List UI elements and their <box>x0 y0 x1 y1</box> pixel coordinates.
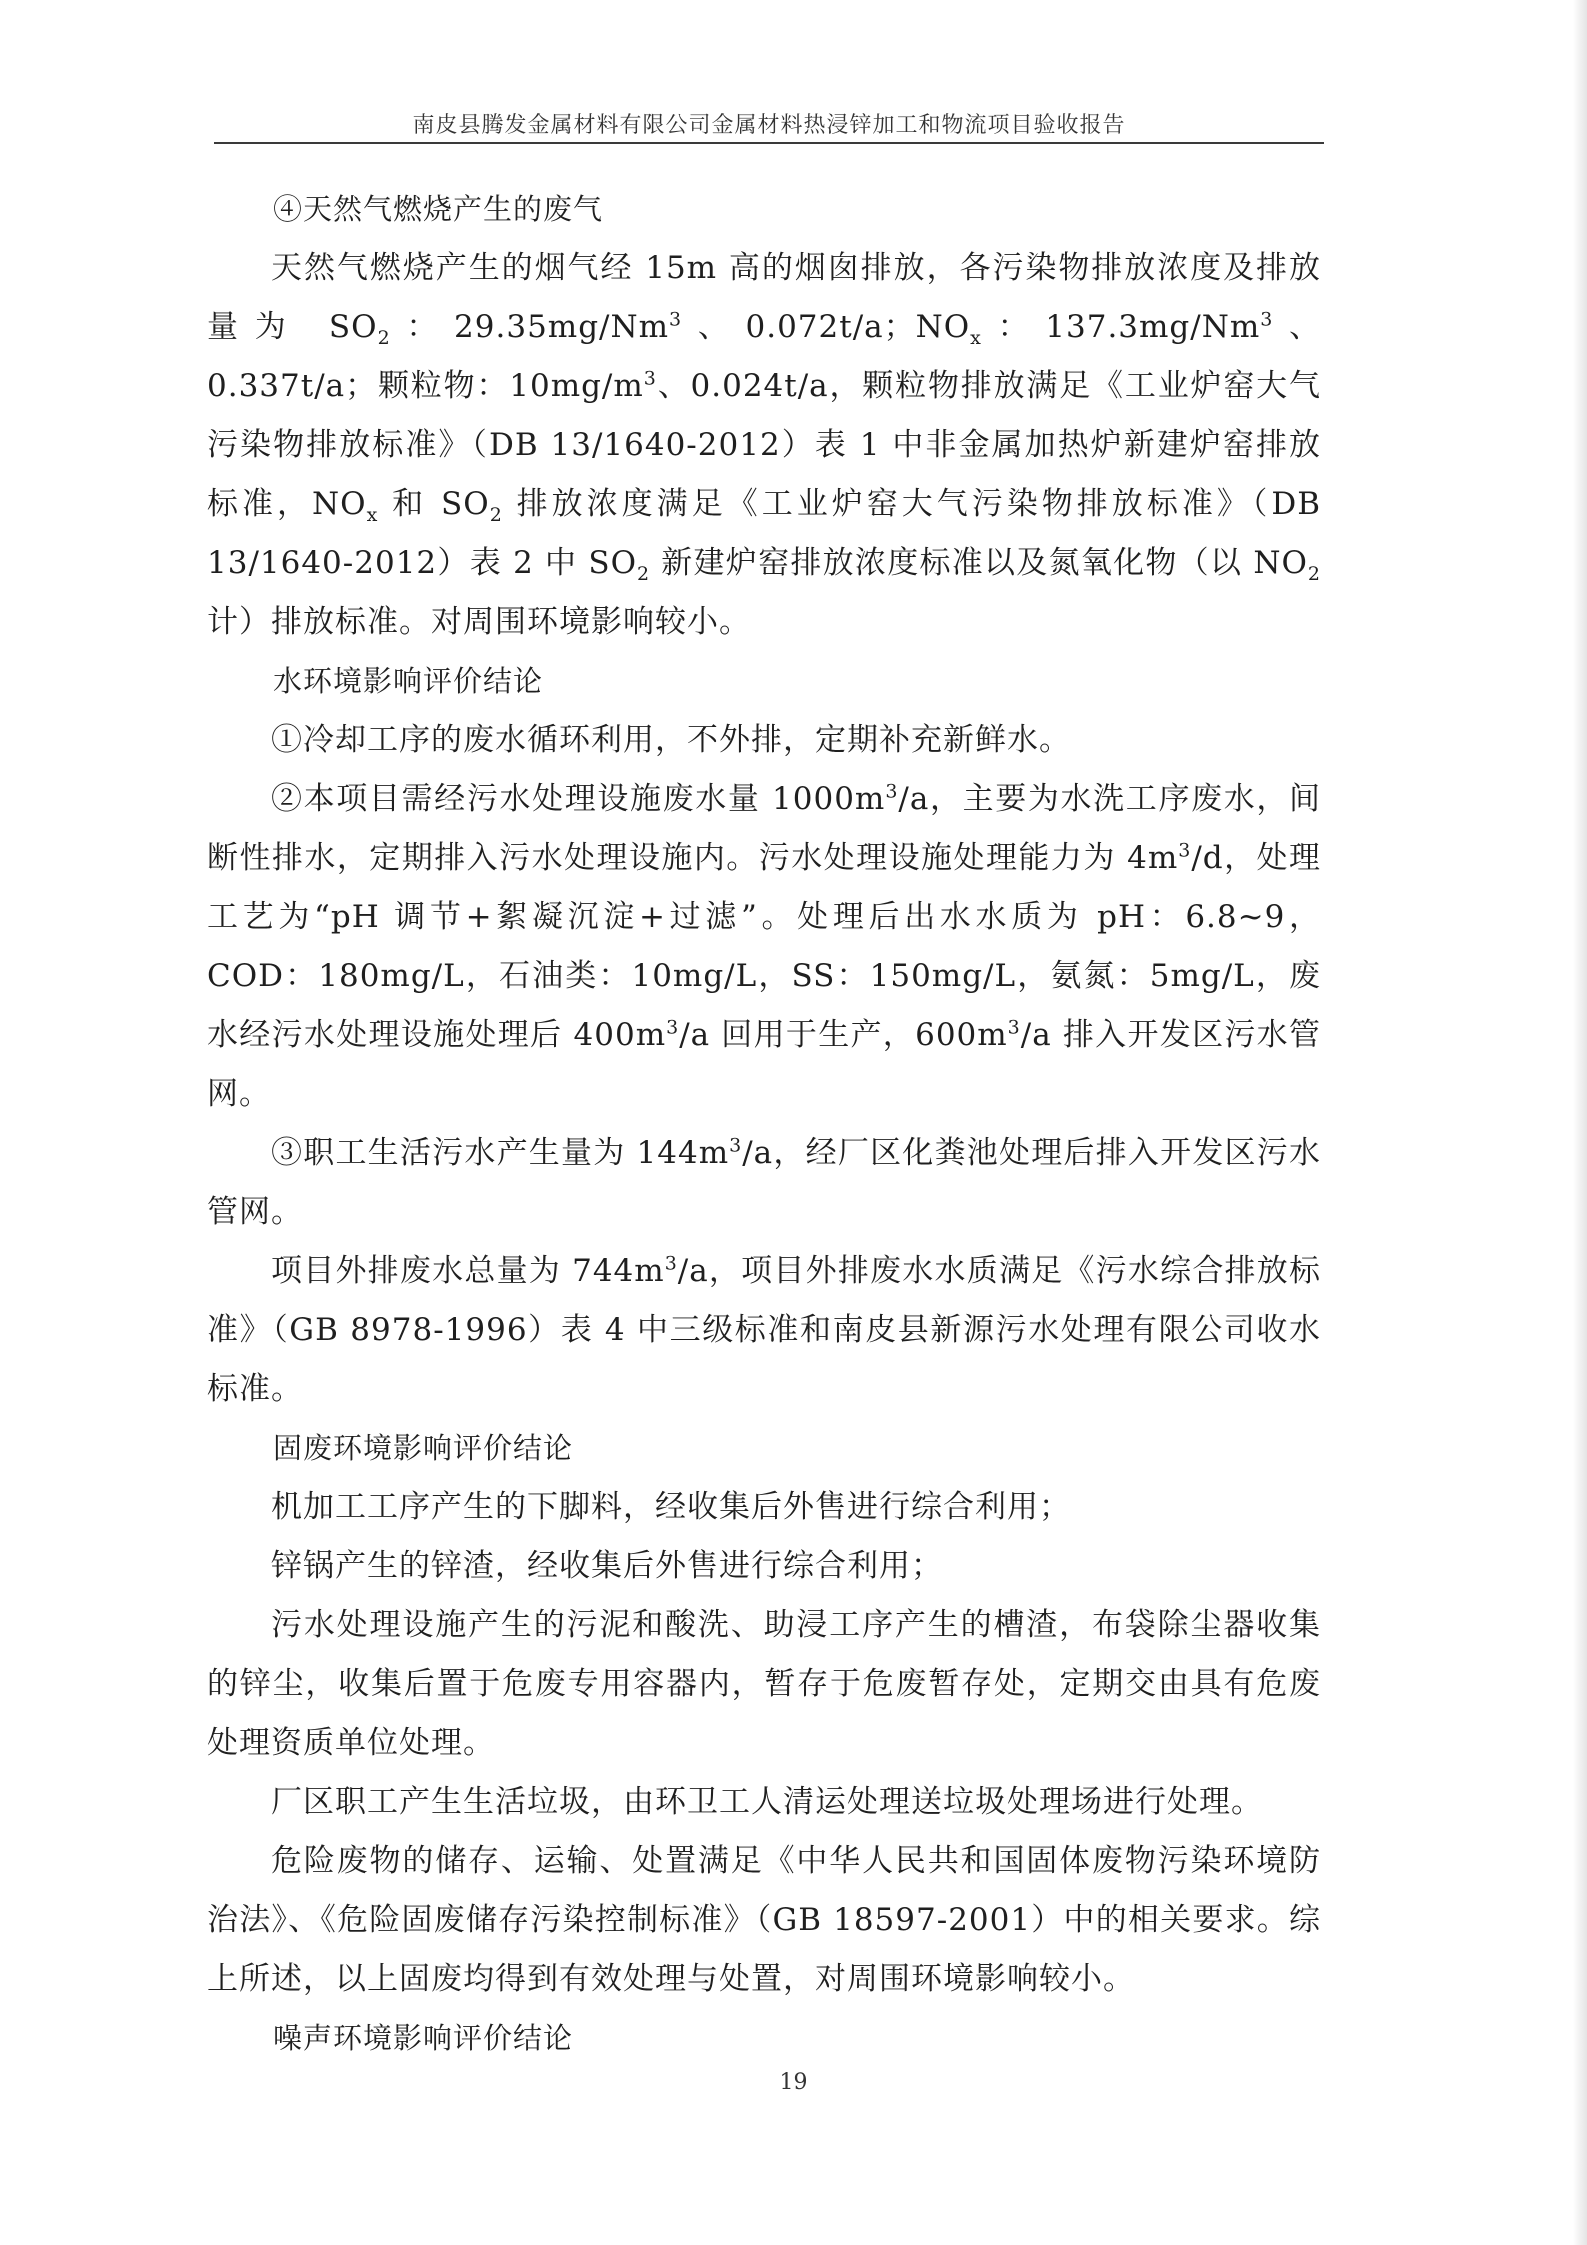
paragraph-solid-1: 机加工工序产生的下脚料，经收集后外售进行综合利用； <box>271 1489 1071 1525</box>
paragraph-gas-emissions <box>207 239 1321 652</box>
paragraph-solid-5: 危险废物的储存、运输、处置满足《中华人民共和国固体废物污染环境防治法》、《危险固废储存污染控制标准》（GB 18597-2001）中的相关要求。综上所述，以上固废均得到有效处理与处置，对周围环境影响较小。 <box>207 1843 1321 1997</box>
section-heading-noise: 噪声环境影响评价结论 <box>273 2021 574 2055</box>
superscript: 3 <box>1260 308 1274 331</box>
document-body <box>207 180 1321 2068</box>
superscript: 3 <box>1178 839 1192 862</box>
page-number: 19 <box>779 2070 808 2095</box>
text-run: /a，经厂区化粪池处理后排入开发区污水管网。 <box>207 1135 1321 1230</box>
section-heading-solid-waste: 固废环境影响评价结论 <box>273 1431 574 1465</box>
superscript: 3 <box>643 367 657 390</box>
text-run: ：29.35mg/Nm <box>390 309 670 345</box>
page-edge-shadow <box>1573 0 1587 2245</box>
text-run: 计）排放标准。对周围环境影响较小。 <box>207 604 751 640</box>
text-run: /a 回用于生产，600m <box>679 1017 1008 1053</box>
superscript: 3 <box>885 780 899 803</box>
text-run: /a，项目外排废水水质满足《污水综合排放标准》（GB 8978-1996）表 4 中三级标准和南皮县新源污水处理有限公司收水标准。 <box>207 1253 1321 1407</box>
subscript: 2 <box>489 504 503 527</box>
paragraph-water-2 <box>207 770 1321 1124</box>
page-header: 南皮县腾发金属材料有限公司金属材料热浸锌加工和物流项目验收报告 <box>412 113 1126 138</box>
subscript: 2 <box>637 563 651 586</box>
subscript: 2 <box>377 327 391 350</box>
subscript: x <box>970 327 982 350</box>
text-run: ②本项目需经污水处理设施废水量 1000m <box>271 781 886 817</box>
text-run: 、0.024t/a，颗粒物排放满足《工业炉窑大气污染物排放标准》（DB 13/1640-2012）表 1 中非金属加热炉新建炉窑排放标准，NO <box>207 368 1321 522</box>
subscript: 2 <box>1307 563 1321 586</box>
text-run: 、0.072t/a；NO <box>682 309 971 345</box>
text-run: 、0.337t/a；颗粒物：10mg/m <box>207 309 1322 404</box>
paragraph-solid-2: 锌锅产生的锌渣，经收集后外售进行综合利用； <box>271 1548 943 1584</box>
text-run: 天然气燃烧产生的烟气经 15m 高的烟囱排放，各污染物排放浓度及排放量为 SO <box>207 250 1321 345</box>
paragraph-solid-4: 厂区职工产生生活垃圾，由环卫工人清运处理送垃圾处理场进行处理。 <box>271 1784 1263 1820</box>
text-run: 排放浓度满足《工业炉窑大气污染物排放标准》（DB 13/1640-2012）表 2 中 SO <box>207 486 1321 581</box>
superscript: 3 <box>1007 1016 1021 1039</box>
text-run: 新建炉窑排放浓度标准以及氮氧化物（以 NO <box>650 545 1308 581</box>
text-run: 项目外排废水总量为 744m <box>271 1253 665 1289</box>
paragraph-solid-3: 污水处理设施产生的污泥和酸洗、助浸工序产生的槽渣，布袋除尘器收集的锌尘，收集后置于危废专用容器内，暂存于危废暂存处，定期交由具有危废处理资质单位处理。 <box>207 1607 1321 1761</box>
paragraph-water-4 <box>207 1242 1321 1419</box>
section-heading-water: 水环境影响评价结论 <box>273 664 544 698</box>
text-run: /a 排入开发区污水管网。 <box>207 1017 1321 1112</box>
subscript: x <box>366 504 379 527</box>
superscript: 3 <box>669 308 683 331</box>
text-run: 和 SO <box>378 486 490 522</box>
paragraph-water-1: ①冷却工序的废水循环利用，不外排，定期补充新鲜水。 <box>271 722 1071 758</box>
header-rule <box>214 142 1324 144</box>
paragraph-water-3 <box>207 1124 1321 1242</box>
text-run: ③职工生活污水产生量为 144m <box>271 1135 730 1171</box>
section-heading-gas: ④天然气燃烧产生的废气 <box>273 192 604 226</box>
superscript: 3 <box>664 1252 678 1275</box>
text-run: /d，处理工艺为“pH 调节+絮凝沉淀+过滤”。处理后出水水质为 pH：6.8~9，COD：180mg/L，石油类：10mg/L，SS：150mg/L，氨氮：5mg/L，废水经污水处理设施处理后 400m <box>207 840 1321 1053</box>
superscript: 3 <box>729 1134 743 1157</box>
text-run: ：137.3mg/Nm <box>981 309 1261 345</box>
text-run: /a，主要为水洗工序废水，间断性排水，定期排入污水处理设施内。污水处理设施处理能力为 4m <box>207 781 1321 876</box>
superscript: 3 <box>666 1016 680 1039</box>
